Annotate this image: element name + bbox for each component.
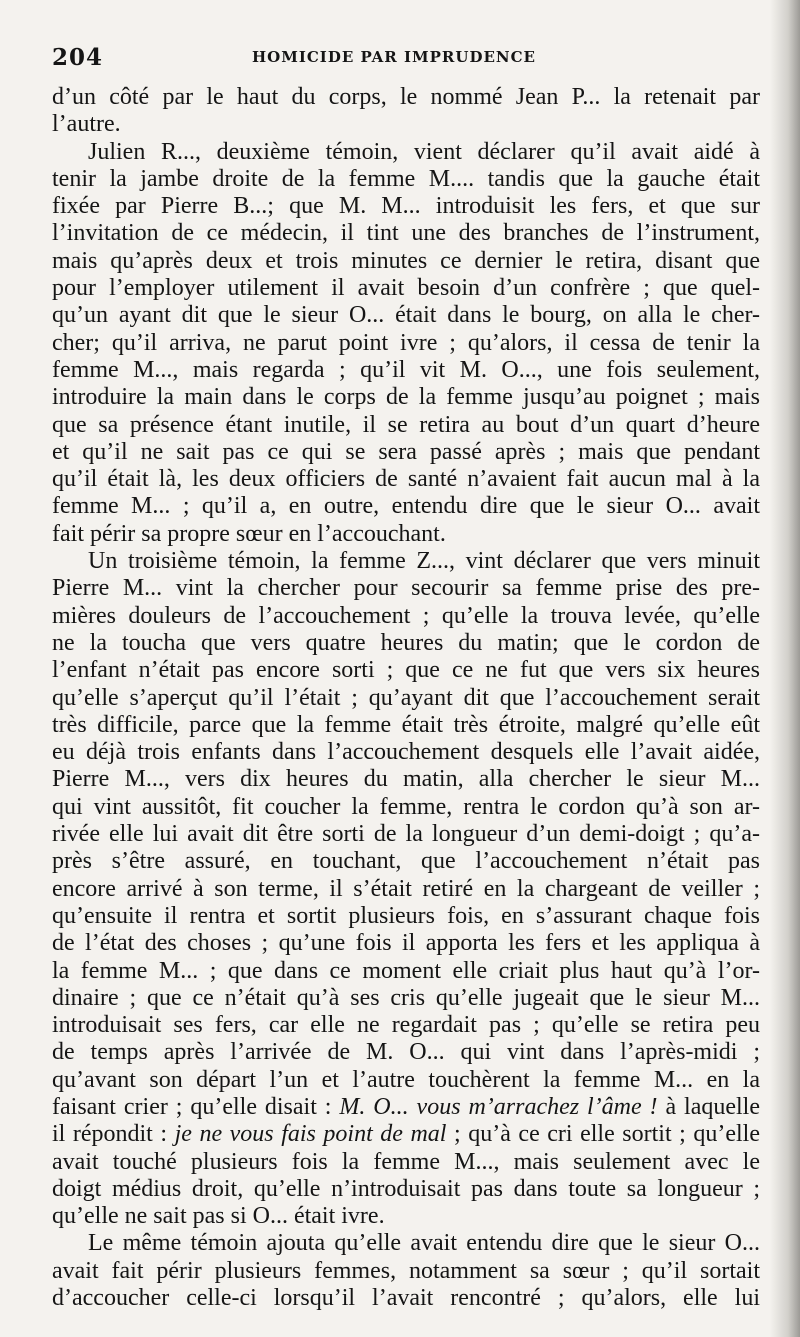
- text-line: [52, 1094, 760, 1121]
- text-line: [52, 794, 760, 821]
- text-line: [52, 84, 760, 111]
- line-text: pour l’employer utilement il avait besoin d’un confrère ; que quel-: [52, 275, 760, 302]
- line-text: cher; qu’il arriva, ne parut point ivre ; qu’alors, il cessa de tenir la: [52, 329, 760, 356]
- text-line: [52, 575, 760, 602]
- line-text: dinaire ; que ce n’était qu’à ses cris qu’elle jugeait que le sieur M...: [52, 984, 760, 1011]
- line-text: que sa présence étant inutile, il se retira au bout d’un quart d’heure: [52, 411, 760, 438]
- text-line: [52, 1176, 760, 1203]
- line-text: l’enfant n’était pas encore sorti ; que ce ne fut que vers six heures: [52, 657, 760, 684]
- text-line: [52, 958, 760, 985]
- line-text: avait touché plusieurs fois la femme M..., mais seulement avec le: [52, 1148, 760, 1175]
- text-line: [52, 985, 760, 1012]
- line-text: d’accoucher celle-ci lorsqu’il l’avait rencontré ; qu’alors, elle lui: [52, 1285, 760, 1312]
- line-text: faisant crier ; qu’elle disait :: [52, 1093, 332, 1120]
- italic-quote: je ne vous fais point de mal: [174, 1121, 447, 1148]
- text-line: [52, 630, 760, 657]
- text-line: [52, 412, 760, 439]
- line-text-after: ; qu’à ce cri elle sortit ; qu’elle: [446, 1121, 760, 1148]
- line-text: Pierre M... vint la chercher pour secourir sa femme prise des pre-: [52, 575, 760, 602]
- text-line: [52, 521, 760, 548]
- paragraph: [52, 548, 760, 1230]
- text-line: [52, 357, 760, 384]
- text-line: [52, 193, 760, 220]
- body-text: [52, 84, 760, 1312]
- line-text: ne la toucha que vers quatre heures du matin; que le cordon de: [52, 629, 760, 656]
- line-text: avait fait périr plusieurs femmes, notamment sa sœur ; qu’il sortait: [52, 1257, 760, 1284]
- line-text: qui vint aussitôt, fit coucher la femme, rentra le cordon qu’à son ar-: [52, 793, 760, 820]
- text-line: [52, 1067, 760, 1094]
- line-text: rivée elle lui avait dit être sorti de la longueur d’un demi-doigt ; qu’a-: [52, 821, 760, 848]
- text-line: [52, 712, 760, 739]
- text-line: [52, 384, 760, 411]
- line-text: qu’un ayant dit que le sieur O... était dans le bourg, on alla le cher-: [52, 302, 760, 329]
- line-text: fait périr sa propre sœur en l’accouchant.: [52, 520, 446, 547]
- line-text: qu’ensuite il rentra et sortit plusieurs fois, en s’assurant chaque fois: [52, 902, 760, 929]
- text-line: [52, 821, 760, 848]
- line-text: de l’état des choses ; qu’une fois il apporta les fers et les appliqua à: [52, 930, 760, 957]
- line-text: Julien R..., deuxième témoin, vient déclarer qu’il avait aidé à: [88, 138, 760, 165]
- page-gutter-shadow: [770, 0, 800, 1337]
- line-text: et qu’il ne sait pas ce qui se sera passé après ; mais que pendant: [52, 438, 760, 465]
- page-number: 204: [52, 44, 104, 71]
- text-line: [52, 766, 760, 793]
- text-line: [52, 903, 760, 930]
- line-text: l’autre.: [52, 111, 121, 138]
- text-line: [52, 1258, 760, 1285]
- text-line: [52, 139, 760, 166]
- line-text: mais qu’après deux et trois minutes ce dernier le retira, disant que: [52, 247, 760, 274]
- text-line: [52, 1121, 760, 1148]
- line-text: fixée par Pierre B...; que M. M... introduisit les fers, et que sur: [52, 193, 760, 220]
- line-text: doigt médius droit, qu’elle n’introduisait pas dans toute sa longueur ;: [52, 1175, 760, 1202]
- italic-quote: M. O... vous m’arrachez l’âme !: [339, 1093, 658, 1120]
- text-line: [52, 1285, 760, 1312]
- text-line: [52, 466, 760, 493]
- line-text: introduisait ses fers, car elle ne regardait pas ; qu’elle se retira peu: [52, 1012, 760, 1039]
- text-line: [52, 876, 760, 903]
- line-text: la femme M... ; que dans ce moment elle criait plus haut qu’à l’or-: [52, 957, 760, 984]
- paragraph: [52, 139, 760, 548]
- text-line: [52, 220, 760, 247]
- text-line: [52, 302, 760, 329]
- text-line: [52, 111, 760, 138]
- line-text: mières douleurs de l’accouchement ; qu’elle la trouva levée, qu’elle: [52, 602, 760, 629]
- text-line: [52, 657, 760, 684]
- line-text: femme M... ; qu’il a, en outre, entendu dire que le sieur O... avait: [52, 493, 760, 520]
- line-text: près s’être assuré, en touchant, que l’accouchement n’était pas: [52, 848, 760, 875]
- text-line: [52, 166, 760, 193]
- line-text: Pierre M..., vers dix heures du matin, alla chercher le sieur M...: [52, 766, 760, 793]
- line-text: encore arrivé à son terme, il s’était retiré en la chargeant de veiller ;: [52, 875, 760, 902]
- line-text: Un troisième témoin, la femme Z..., vint déclarer que vers minuit: [88, 548, 760, 575]
- running-title: HOMICIDE PAR IMPRUDENCE: [252, 48, 536, 66]
- page-header: [52, 44, 760, 74]
- line-text: introduire la main dans le corps de la femme jusqu’au poignet ; mais: [52, 384, 760, 411]
- line-text: femme M..., mais regarda ; qu’il vit M. O..., une fois seulement,: [52, 356, 760, 383]
- line-text: très difficile, parce que la femme était très étroite, malgré qu’elle eût: [52, 711, 760, 738]
- text-line: [52, 1012, 760, 1039]
- text-line: [52, 930, 760, 957]
- text-line: [52, 848, 760, 875]
- text-line: [52, 1203, 760, 1230]
- line-text: qu’elle ne sait pas si O... était ivre.: [52, 1203, 385, 1230]
- line-text: qu’avant son départ l’un et l’autre touchèrent la femme M... en la: [52, 1066, 760, 1093]
- text-line: [52, 1149, 760, 1176]
- text-line: [52, 739, 760, 766]
- line-text: qu’elle s’aperçut qu’il l’était ; qu’ayant dit que l’accouchement serait: [52, 684, 760, 711]
- text-line: [52, 548, 760, 575]
- text-line: [52, 248, 760, 275]
- text-line: [52, 1230, 760, 1257]
- paragraph: [52, 84, 760, 139]
- line-text-after: à laquelle: [657, 1093, 760, 1120]
- line-text: d’un côté par le haut du corps, le nommé Jean P... la retenait par: [52, 84, 760, 110]
- line-text: il répondit :: [52, 1121, 175, 1148]
- text-line: [52, 439, 760, 466]
- text-line: [52, 603, 760, 630]
- line-text: tenir la jambe droite de la femme M.... tandis que la gauche était: [52, 165, 760, 192]
- line-text: eu déjà trois enfants dans l’accouchement desquels elle l’avait aidée,: [52, 739, 760, 766]
- text-line: [52, 685, 760, 712]
- line-text: de temps après l’arrivée de M. O... qui vint dans l’après-midi ;: [52, 1039, 760, 1066]
- line-text: Le même témoin ajouta qu’elle avait entendu dire que le sieur O...: [88, 1230, 760, 1257]
- text-line: [52, 330, 760, 357]
- line-text: l’invitation de ce médecin, il tint une des branches de l’instrument,: [52, 220, 760, 247]
- paragraph: [52, 1230, 760, 1312]
- text-line: [52, 275, 760, 302]
- text-line: [52, 493, 760, 520]
- text-line: [52, 1039, 760, 1066]
- line-text: qu’il était là, les deux officiers de santé n’avaient fait aucun mal à la: [52, 466, 760, 493]
